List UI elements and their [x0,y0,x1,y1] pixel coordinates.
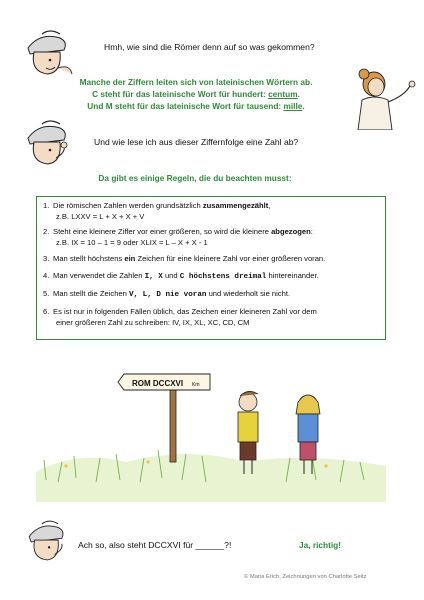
rules-box [36,196,386,340]
answer-text: Ja, richtig! [299,540,341,550]
rule-4-number: 4. [43,271,50,280]
rule-6-example: einer größeren Zahl zu schreiben: IV, IX, XL, XC, CD, CM [56,317,250,327]
footer-credit: © Maria Erich, Zeichnungen von Charlotte Seitz [244,574,367,580]
rule-5-bold: V, L, D nie voran [128,291,207,299]
rule-6-number: 6. [43,307,50,316]
rule-2-example: z.B. IX = 10 – 1 = 9 oder XLIX = L – X + X - 1 [56,237,208,247]
intro-line-3-text: Und M steht für das lateinische Wort für tausend: [87,101,284,111]
signpost [118,374,210,462]
sign-text: ROM DCCXVI [132,379,184,388]
rule-6 [43,307,383,328]
rule-1 [43,201,383,222]
rule-3-end: Zeichen für eine kleinere Zahl vor einer größeren voran. [135,254,326,263]
rule-5-number: 5. [43,289,50,298]
rule-2-number: 2. [43,227,50,236]
rule-4-bold-2: C höchstens dreimal [179,273,267,281]
rule-3-text: Man stellt höchstens [53,254,125,263]
rule-1-end: , [268,201,271,210]
sign-unit: Km [192,382,200,388]
roman-soldier-asking-illustration [22,518,78,564]
rule-5-text: Man stellt die Zeichen [53,289,129,298]
question-3: Ach so, also steht DCCXVI für ______?! [78,540,232,550]
question-2: Und wie lese ich aus dieser Ziffernfolge eine Zahl ab? [94,137,299,147]
rule-1-number: 1. [43,201,50,210]
rule-5 [43,289,383,301]
rule-4-text: Man verwendet die Zahlen [53,271,145,280]
question-1: Hmh, wie sind die Römer denn auf so was gekommen? [104,42,315,52]
rule-2-end: : [310,227,313,236]
rule-2-text: Steht eine kleinere Ziffer vor einer größeren, so wird die kleinere [53,227,272,236]
rule-1-text: Die römischen Zahlen werden grundsätzlich [53,201,203,210]
rule-2-bold: abgezogen [271,227,311,236]
intro-line-2 [40,88,352,100]
rule-3-bold: ein [124,254,136,263]
intro-line-2-text: C steht für das lateinische Wort für hundert: [92,89,269,99]
rule-1-example: z.B. LXXV = L + X + X + V [56,211,145,221]
roman-woman-illustration [352,66,422,130]
grass-meadow [36,450,386,502]
rule-6-text: Es ist nur in folgenden Fällen üblich, das Zeichen einer kleineren Zahl vor dem [53,307,317,316]
rule-2 [43,227,383,248]
rule-1-bold: zusammengezählt [202,201,269,210]
roman-soldier-thinking-illustration [20,118,82,168]
intro-line-3-end: . [302,101,305,111]
rule-4-bold-1: I, X [144,273,163,281]
intro-line-3 [40,100,352,112]
rule-3 [43,254,383,265]
roman-soldier-illustration [20,28,82,78]
rules-intro: Da gibt es einige Regeln, die du beachten musst: [98,173,292,183]
rule-5-end: und wiederholt sie nicht. [206,289,291,298]
landscape-illustration [36,362,386,502]
intro-line-2-end: . [297,89,300,99]
word-centum: centum [268,89,298,99]
rule-4-end: hintereinander. [266,271,319,280]
intro-text [40,76,352,112]
word-mille: mille [283,101,303,111]
intro-line-1: Manche der Ziffern leiten sich von lateinischen Wörtern ab. [79,77,313,87]
rule-3-number: 3. [43,254,50,263]
rule-4-mid: und [162,271,180,280]
rule-4 [43,271,383,283]
